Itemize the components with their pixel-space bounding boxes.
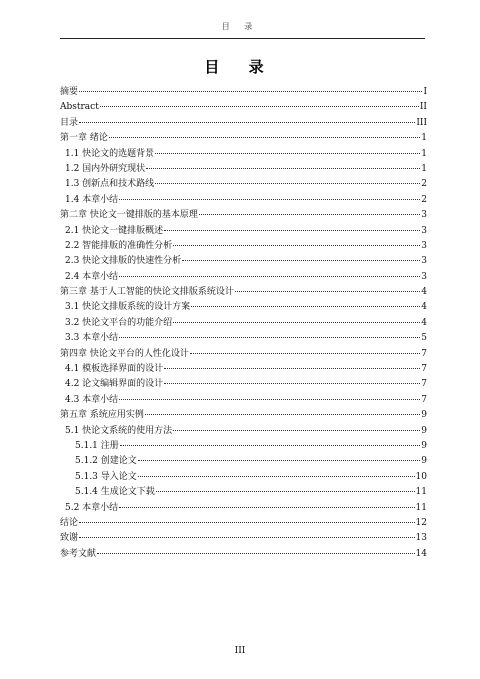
- toc-entry[interactable]: [60, 285, 427, 300]
- toc-entry-page: 13: [415, 533, 427, 544]
- toc-dot-leader: [235, 291, 420, 292]
- toc-entry[interactable]: [60, 177, 427, 192]
- toc-entry-title: 5.1.2 创建论文: [75, 456, 137, 467]
- toc-entry-title: 摘要: [60, 87, 79, 97]
- toc-entry-title: 5.1.4 生成论文下载: [75, 487, 155, 498]
- toc-dot-leader: [173, 322, 420, 323]
- toc-entry-page: 10: [415, 471, 427, 482]
- toc-dot-leader: [79, 522, 415, 523]
- toc-entry-page: 3: [421, 256, 427, 267]
- toc-entry-title: 结论: [60, 517, 79, 528]
- toc-entry-page: 9: [421, 456, 427, 467]
- toc-entry-page: 7: [421, 379, 427, 390]
- toc-entry[interactable]: [60, 254, 427, 269]
- toc-entry-page: 3: [421, 271, 427, 282]
- toc-entry-title: 5.2 本章小结: [65, 502, 119, 513]
- toc-entry[interactable]: [60, 362, 427, 377]
- toc-entry[interactable]: [60, 224, 427, 239]
- toc-entry[interactable]: [60, 377, 427, 392]
- toc-entry-title: 4.3 本章小结: [65, 394, 119, 405]
- toc-entry[interactable]: [60, 270, 427, 285]
- toc-dot-leader: [164, 383, 420, 384]
- toc-dot-leader: [155, 183, 420, 184]
- toc-entry[interactable]: [60, 147, 427, 162]
- toc-dot-leader: [138, 476, 415, 477]
- toc-entry[interactable]: [60, 454, 427, 469]
- header-rule: [60, 38, 425, 39]
- toc-entry-page: 9: [421, 440, 427, 451]
- toc-entry[interactable]: [60, 131, 427, 146]
- toc-entry-title: 第五章 系统应用实例: [60, 410, 144, 421]
- toc-entry-title: 目录: [60, 117, 79, 128]
- toc-entry-title: 1.4 本章小结: [65, 194, 119, 205]
- toc-dot-leader: [100, 106, 419, 107]
- toc-entry-page: 4: [421, 302, 427, 313]
- toc-entry-title: 5.1 快论文系统的使用方法: [65, 425, 173, 436]
- toc-entry[interactable]: [60, 547, 427, 562]
- toc-entry-title: 2.4 本章小结: [65, 271, 119, 282]
- toc-entry-title: 第二章 快论文一键排版的基本原理: [60, 210, 198, 221]
- toc-entry-title: 3.3 本章小结: [65, 333, 119, 344]
- toc-entry-page: 1: [421, 163, 427, 174]
- toc-entry-page: 11: [415, 502, 427, 513]
- toc-title: 目 录: [204, 58, 276, 76]
- running-header: 目 录: [221, 22, 259, 31]
- table-of-contents: [60, 85, 427, 562]
- toc-entry[interactable]: [60, 85, 427, 100]
- toc-dot-leader: [97, 553, 415, 554]
- toc-dot-leader: [191, 306, 420, 307]
- toc-dot-leader: [182, 260, 420, 261]
- toc-entry[interactable]: [60, 347, 427, 362]
- toc-entry[interactable]: [60, 331, 427, 346]
- toc-entry[interactable]: [60, 393, 427, 408]
- toc-dot-leader: [119, 337, 420, 338]
- toc-entry-title: Abstract: [60, 102, 99, 113]
- toc-entry-page: 3: [421, 240, 427, 251]
- toc-entry[interactable]: [60, 408, 427, 423]
- toc-entry-title: 第四章 快论文平台的人性化设计: [60, 348, 189, 359]
- toc-entry-title: 参考文献: [60, 548, 97, 559]
- toc-entry-title: 1.2 国内外研究现状: [65, 163, 146, 174]
- toc-entry-page: 1: [421, 133, 427, 144]
- toc-entry[interactable]: [60, 470, 427, 485]
- toc-entry-title: 2.2 智能排版的准确性分析: [65, 240, 173, 251]
- toc-entry-page: 9: [421, 410, 427, 421]
- toc-entry-title: 3.1 快论文排版系统的设计方案: [65, 302, 191, 313]
- toc-entry[interactable]: [60, 424, 427, 439]
- toc-entry[interactable]: [60, 116, 427, 131]
- toc-dot-leader: [109, 137, 420, 138]
- toc-entry-title: 2.3 快论文排版的快速性分析: [65, 256, 182, 267]
- toc-dot-leader: [119, 507, 414, 508]
- toc-entry-page: I: [423, 87, 427, 97]
- toc-entry[interactable]: [60, 485, 427, 500]
- toc-entry-title: 4.2 论文编辑界面的设计: [65, 379, 164, 390]
- toc-entry-page: 2: [421, 194, 427, 205]
- toc-entry[interactable]: [60, 501, 427, 516]
- toc-entry-page: 9: [421, 425, 427, 436]
- toc-entry-title: 致谢: [60, 533, 79, 544]
- toc-entry[interactable]: [60, 531, 427, 546]
- toc-entry-title: 第三章 基于人工智能的快论文排版系统设计: [60, 287, 234, 298]
- toc-entry-page: 11: [415, 487, 427, 498]
- toc-dot-leader: [79, 91, 422, 92]
- toc-dot-leader: [79, 537, 415, 538]
- toc-dot-leader: [146, 168, 420, 169]
- toc-entry-page: 3: [421, 225, 427, 236]
- page-number: III: [234, 646, 246, 656]
- toc-entry-title: 1.3 创新点和技术路线: [65, 179, 155, 190]
- toc-entry-page: II: [419, 102, 427, 113]
- toc-dot-leader: [145, 414, 420, 415]
- toc-entry[interactable]: [60, 193, 427, 208]
- toc-entry[interactable]: [60, 516, 427, 531]
- toc-entry-title: 1.1 快论文的选题背景: [65, 148, 155, 159]
- toc-entry[interactable]: [60, 162, 427, 177]
- toc-entry[interactable]: [60, 439, 427, 454]
- toc-entry-page: 2: [421, 179, 427, 190]
- toc-dot-leader: [164, 230, 420, 231]
- toc-entry-title: 3.2 快论文平台的功能介绍: [65, 317, 173, 328]
- toc-entry[interactable]: [60, 300, 427, 315]
- toc-dot-leader: [190, 353, 420, 354]
- toc-entry-page: 7: [421, 364, 427, 375]
- toc-entry-title: 第一章 绪论: [60, 133, 108, 144]
- toc-dot-leader: [120, 445, 421, 446]
- toc-entry-page: 4: [421, 317, 427, 328]
- toc-dot-leader: [164, 368, 420, 369]
- toc-entry-page: 4: [421, 287, 427, 298]
- toc-dot-leader: [199, 214, 420, 215]
- toc-entry[interactable]: [60, 316, 427, 331]
- toc-entry-title: 4.1 模板选择界面的设计: [65, 364, 164, 375]
- toc-entry-page: 1: [421, 148, 427, 159]
- toc-dot-leader: [119, 276, 420, 277]
- toc-dot-leader: [156, 491, 415, 492]
- toc-entry-page: III: [416, 117, 427, 128]
- toc-entry-page: 5: [421, 333, 427, 344]
- toc-dot-leader: [119, 399, 420, 400]
- toc-entry-page: 12: [415, 517, 427, 528]
- toc-entry[interactable]: [60, 239, 427, 254]
- toc-entry[interactable]: [60, 100, 427, 115]
- toc-entry-title: 5.1.1 注册: [75, 440, 119, 451]
- toc-entry-title: 2.1 快论文一键排版概述: [65, 225, 164, 236]
- toc-dot-leader: [173, 430, 420, 431]
- toc-entry-page: 14: [415, 548, 427, 559]
- toc-dot-leader: [79, 122, 415, 123]
- toc-entry-page: 7: [421, 394, 427, 405]
- toc-dot-leader: [155, 153, 420, 154]
- toc-entry-page: 3: [421, 210, 427, 221]
- toc-dot-leader: [138, 460, 421, 461]
- toc-dot-leader: [173, 245, 420, 246]
- toc-dot-leader: [119, 199, 420, 200]
- toc-entry[interactable]: [60, 208, 427, 223]
- toc-entry-page: 7: [421, 348, 427, 359]
- toc-entry-title: 5.1.3 导入论文: [75, 471, 137, 482]
